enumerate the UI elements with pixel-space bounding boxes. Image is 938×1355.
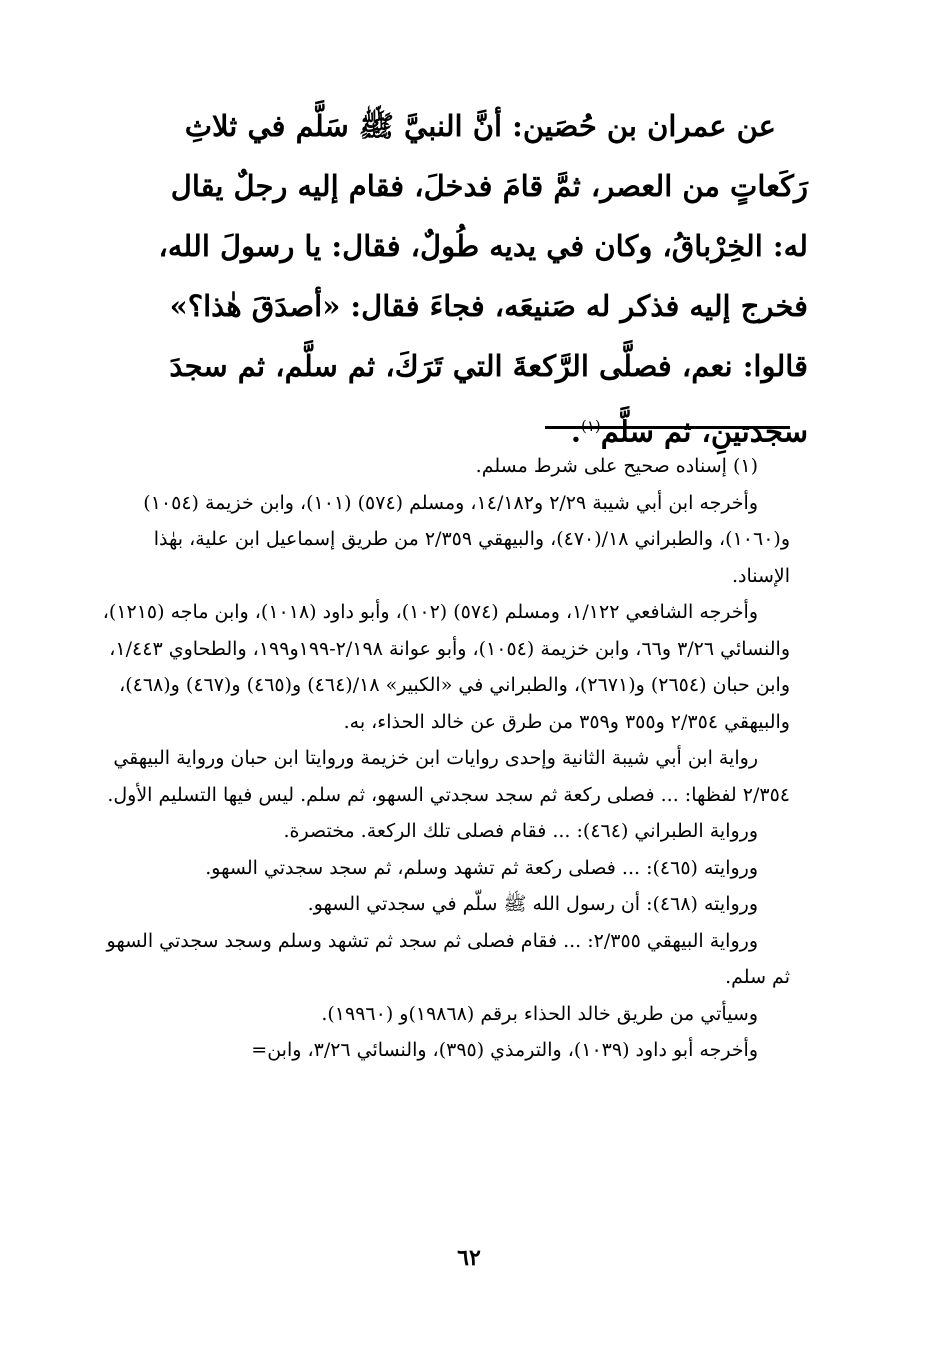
footnote-line: وسيأتي من طريق خالد الحذاء برقم (١٩٨٦٨)و (١٩٩٦٠). — [321, 1002, 758, 1025]
hadith-body: عن عمران بن حُصَين: أنَّ النبيَّ ﷺ سَلَّم في ثلاثِ رَكَعاتٍ من العصر، ثمَّ قامَ فدخلَ، فقام إليه رجلٌ يقال له: الخِرْباقُ، وكان في يديه طُولٌ، فقال: يا رسولَ الله، فخرج إليه فذكر له صَنيعَه، فجاءَ فقال: «أصدَقَ هٰذا؟» قالوا: نعم، فصلَّى الرَّكعةَ التي تَرَكَ، ثم سلَّم، ثم سجدَ سجدتينِ، ثم سلَّم — [158, 109, 808, 449]
page-number: ٦٢ — [457, 1245, 481, 1271]
footnote-separator — [545, 426, 790, 429]
footnote-line: وأخرجه أبو داود (١٠٣٩)، والترمذي (٣٩٥)، والنسائي ٣/٢٦، وابن= — [251, 1039, 758, 1061]
hadith-end: . — [570, 414, 581, 449]
footnote-line: ورواية الطبراني (٤٦٤): ... فقام فصلى تلك الركعة. مختصرة. — [283, 820, 758, 842]
footnote-line: ورواية البيهقي ٢/٣٥٥: ... فقام فصلى ثم سجد ثم تشهد وسلم وسجد سجدتي السهو ثم سلم. — [106, 929, 790, 988]
footnote-line: وروايته (٤٦٥): ... فصلى ركعة ثم تشهد وسلم، ثم سجد سجدتي السهو. — [205, 856, 758, 879]
hadith-paragraph — [150, 96, 808, 462]
footnote-line: وأخرجه ابن أبي شيبة ٢/٢٩ و١٤/١٨٢، ومسلم (٥٧٤) (١٠١)، وابن خزيمة (١٠٥٤) و(١٠٦٠)، والطبراني ١٨/(٤٧٠)، والبيهقي ٢/٣٥٩ من طريق إسماعيل ابن علية، بهٰذا الإسناد. — [143, 491, 790, 587]
footnote-line: رواية ابن أبي شيبة الثانية وإحدى روايات ابن خزيمة وروايتا ابن حبان ورواية البيهقي ٢/٣٥٤ لفظها: ... فصلى ركعة ثم سجد سجدتي السهو، ثم سلم. ليس فيها التسليم الأول. — [107, 747, 790, 806]
footnote-line: وروايته (٤٦٨): أن رسول الله ﷺ سلّم في سجدتي السهو. — [307, 893, 758, 915]
footnotes — [96, 448, 790, 1069]
footnote-line: وأخرجه الشافعي ١/١٢٢، ومسلم (٥٧٤) (١٠٢)، وأبو داود (١٠١٨)، وابن ماجه (١٢١٥)، والنسائي ٣/٢٦ و٦٦، وابن خزيمة (١٠٥٤)، وأبو عوانة ٢/١٩٨-١٩٩و١٩٩، والطحاوي ١/٤٤٣، وابن حبان (٢٦٥٤) و(٢٦٧١)، والطبراني في «الكبير» ١٨/(٤٦٤) و(٤٦٥) و(٤٦٧) و(٤٦٨)، والبيهقي ٢/٣٥٤ و٣٥٥ و٣٥٩ من طرق عن خالد الحذاء، به. — [102, 601, 790, 733]
footnote-ref: (١) — [580, 417, 601, 435]
hadith-text — [150, 96, 808, 462]
footnote-line: (١) إسناده صحيح على شرط مسلم. — [475, 455, 758, 477]
